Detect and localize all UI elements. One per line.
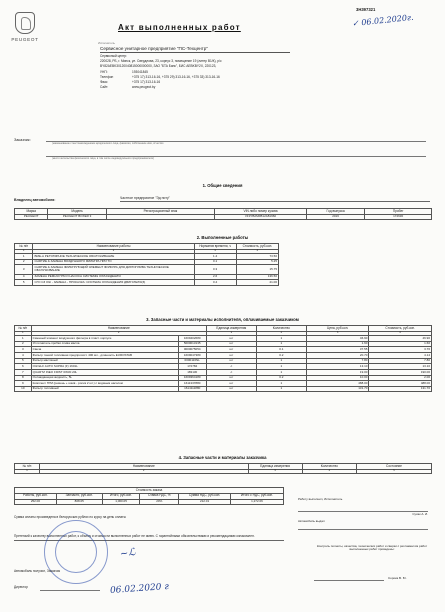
col-header: Количество [302, 464, 356, 470]
col-header: Марка [15, 209, 48, 215]
col-header: Пробег [365, 209, 432, 215]
cell: 15.75 [236, 265, 278, 274]
cell: Фильтр тонкой топливная предпрочист. 400 мл., длинность EUROSTAB [31, 353, 178, 359]
cell: 3.76 [369, 347, 432, 353]
cell: 6 [15, 364, 32, 370]
cell: 4 [15, 353, 32, 359]
logo-wordmark: PEUGEOT [11, 37, 39, 42]
cell: 1 [256, 358, 306, 364]
director-row [14, 570, 284, 574]
col-header: Регистрационный знак [106, 209, 214, 215]
cell: VF3YB2MFB12A81960 [215, 214, 307, 220]
cell: 13.10 [369, 364, 432, 370]
col-header: № п/п [15, 326, 32, 332]
cell: 1614111880 [178, 386, 206, 392]
cell: 2016 [306, 214, 364, 220]
col-header: Стоимость, руб.коп. [236, 244, 278, 250]
totals-table [14, 487, 284, 505]
cell: СГО СЗ ОЖ - ЗАМЕНА - ПРОКАЧКА: СИСТЕМА ОХЛАЖДЕНИЯ ДВИГАТЕЛЯ(З) [33, 280, 194, 286]
col-header: Состояние [356, 464, 431, 470]
issued-label: Автомобиль выдал [298, 518, 325, 523]
index-cell: 1 [15, 469, 40, 473]
table-index-row [15, 469, 432, 473]
col-header: Модель [48, 209, 106, 215]
cell: 19.00 [306, 369, 369, 375]
col-header: Количество [256, 326, 306, 332]
index-cell: 5 [356, 469, 431, 473]
director-label: Директор [14, 585, 28, 589]
cell: 1.60 [369, 341, 432, 347]
table-row [15, 386, 432, 392]
cell: 5 [15, 280, 33, 286]
signature-line [298, 511, 428, 512]
cell: 3 [15, 265, 33, 274]
executor-label: Исполнитель [98, 41, 115, 45]
cell: 0.2 [256, 375, 306, 381]
handed-name: Сухак А. И. [412, 512, 428, 517]
executor-sig-label: Работу выполнил, Исполнитель [298, 497, 343, 501]
cell: 183130 [178, 369, 206, 375]
col-header: Год выпуска [306, 209, 364, 215]
cell: шт [206, 381, 256, 387]
cell: 1 [15, 336, 32, 342]
cell: 1,272.06 [230, 499, 283, 505]
index-cell: 6 [369, 331, 432, 335]
col-header: Норматив времени, ч [194, 244, 236, 250]
col-header: Единица измерения [248, 464, 302, 470]
cell: шт [206, 358, 256, 364]
works-table [14, 243, 279, 286]
cell: ОЖ ELF AUTO SUPRA (fr) 1601L [31, 364, 178, 370]
executor-signature-block [298, 498, 428, 530]
col-header: VIN либо номер кузова [215, 209, 307, 215]
customer-label: Заказчик: [14, 138, 31, 142]
vehicle-table [14, 208, 432, 220]
executor-service-line: Сервисный центр: [100, 53, 128, 58]
executor-fax-row: Факс: +375 17) 313-16-16 [100, 80, 161, 85]
cell: 190.00 [369, 369, 432, 375]
col-header: Работы, руб.коп. [15, 493, 57, 499]
document-title: Акт выполненных работ [118, 23, 241, 32]
executor-bank-line: BY82AEBK30120040815000000000, ЗАО "БТА Банк", БИС AEBKBY2X, 220123, [100, 64, 217, 69]
cell: 0000075054 [178, 347, 206, 353]
section-1-title: 1. Общие сведения [202, 183, 243, 188]
cell: 0.1 [194, 259, 236, 265]
cell: 172630 [365, 214, 432, 220]
cell: 13.10 [306, 364, 369, 370]
document-number: 3Н397321 [356, 7, 376, 12]
cell: 1 [15, 254, 33, 260]
cell: 2.6 [194, 274, 236, 280]
handwritten-customer-date: 06.02.2020 г [109, 581, 170, 597]
col-header: Наименование [31, 326, 206, 332]
cell: 7.80 [306, 358, 369, 364]
cell: ЗАМЕНА РЕМНЯ ГРМ И НАСОСА СИСТЕМЫ ОХЛАЖДЕНИЯ [33, 274, 194, 280]
index-cell: 1 [15, 249, 33, 253]
cell: 131.70 [306, 386, 369, 392]
cell: 2 [15, 341, 32, 347]
cell: 9 [15, 381, 32, 387]
cell: 172784 [178, 364, 206, 370]
inspector-signature-line [314, 580, 384, 581]
col-header: Итого с НДС, руб.коп. [230, 493, 283, 499]
index-cell: 5 [306, 331, 369, 335]
table-row [15, 280, 279, 286]
cell: 37.55 [306, 347, 369, 353]
cell: 46.90 [306, 336, 369, 342]
cell: 5000013135 [178, 341, 206, 347]
cell: PEUGEOT [15, 214, 48, 220]
cell: 10.00 [306, 375, 369, 381]
parts-table-body [15, 336, 432, 392]
cell: шт [206, 341, 256, 347]
cell: шт [206, 336, 256, 342]
cell: 1609047380 [178, 353, 206, 359]
section-2-title: 2. Выполненные работы [196, 235, 249, 240]
cell: шт [206, 347, 256, 353]
cell [106, 214, 214, 220]
cell: 2.00 [369, 375, 432, 381]
index-cell: 3 [248, 469, 302, 473]
cell: 3 [15, 347, 32, 353]
cell: 21.00 [236, 280, 278, 286]
cell: 131.70 [369, 386, 432, 392]
cell: Сменный элемент воздушного фильтра в пласт. корпусе [31, 336, 178, 342]
section-4-title: 4. Запасные части и материалы заказчика [178, 455, 267, 460]
cell: 1 [256, 386, 306, 392]
cell: 10 [15, 386, 32, 392]
table-row [15, 214, 432, 220]
cell: Охлаждающая жидкость, 5L [31, 375, 178, 381]
col-header: Ставка НДС, % [140, 493, 179, 499]
index-cell: 1 [15, 331, 32, 335]
cell: 0.3 [194, 265, 236, 274]
executor-unp-row: УНП: 193041845 [100, 69, 148, 74]
cell: 20.70 [306, 353, 369, 359]
cell: 20% [140, 499, 179, 505]
col-header: Наименование [40, 464, 249, 470]
customer-signature: ~ℒ [119, 546, 137, 561]
cell: 1 [256, 369, 306, 375]
index-cell: 2 [40, 469, 249, 473]
lion-emblem-icon [15, 12, 35, 34]
cell: СНЯТИЕ & ЗАМЕНА ВОЗДУШНОГО ФИЛЬТРА ПРИ ТО [33, 259, 194, 265]
company-stamp [44, 520, 108, 584]
cell: 1.60 [306, 341, 369, 347]
col-header: Наименование работы [33, 244, 194, 250]
director-signature-line [40, 590, 100, 591]
cell: Свеча [31, 347, 178, 353]
cell: 8 [15, 375, 32, 381]
section-3-title: 3. Запасные части и материалы исполнителя, оплачиваемые заказчиком [146, 317, 299, 322]
works-table-body [15, 254, 279, 286]
cell: 1609402680 [178, 336, 206, 342]
col-header: Сумма НДС, руб.коп. [179, 493, 231, 499]
cell: 488.00 [306, 381, 369, 387]
cell: 5 [15, 358, 32, 364]
cell: 1611337880 [178, 381, 206, 387]
table-row [15, 265, 279, 274]
executor-name: Сервисное унитарное предприятие "ПС-Техцентр" [100, 46, 290, 53]
cell: 4 [15, 274, 33, 280]
col-header: Итого, руб.коп. [102, 493, 140, 499]
col-header: № п/п [15, 464, 40, 470]
index-cell: 4 [256, 331, 306, 335]
cell: л [206, 369, 256, 375]
cell: Фильтр топливный [31, 386, 178, 392]
cell: шт [206, 353, 256, 359]
index-cell: 2 [31, 331, 206, 335]
index-cell: 4 [302, 469, 356, 473]
payment-note: Сумма оплаты произведена в белорусских рублях по курсу на день оплаты [14, 515, 126, 519]
customer-parts-table [14, 463, 432, 474]
cell: 0000116NL [178, 358, 206, 364]
executor-block [100, 46, 340, 90]
cell: 0.2 [256, 353, 306, 359]
owner-label: Владелец автомобиля: [14, 198, 56, 202]
executor-site-row: Сайт: www.peugeot.by [100, 85, 156, 90]
cell: 212.01 [179, 499, 231, 505]
signature-line [298, 529, 428, 530]
cell: 1 [256, 364, 306, 370]
executor-phone-row: Телефон +375 17) 313-16-16, +375 29) 313-16-16, +375 33) 313-16-16 [100, 74, 220, 79]
cell: Фильтр масляный [31, 358, 178, 364]
cell: л [206, 364, 256, 370]
inspector-name: Сорока В. Ю. [388, 576, 407, 580]
totals-group-header: Стоимость заказа [15, 488, 284, 494]
col-header: № п/п [15, 244, 33, 250]
table-row [15, 499, 284, 505]
cell: PEUGEOT BOXER 3 [48, 214, 106, 220]
col-header: Единица измерения [206, 326, 256, 332]
cell: 0.4 [194, 280, 236, 286]
cell: 7.80 [369, 358, 432, 364]
col-header: Стоимость, руб.коп. [369, 326, 432, 332]
cell: 5.25 [236, 259, 278, 265]
cell: шт [206, 386, 256, 392]
warning-text: Претензий к качеству выполненных работ, к объему и стоимости выполненных работ не имею. С гарантийными обязательствами и рекомендациями ознакомлен. [14, 535, 284, 541]
cell: 1 [256, 381, 306, 387]
parts-table [14, 325, 432, 392]
cell: 1 [256, 341, 306, 347]
cell: 4.14 [369, 353, 432, 359]
cell: 488.00 [369, 381, 432, 387]
customer-sig-label: Автомобиль получил, Заказчик [14, 569, 60, 573]
cell: 1.4 [194, 254, 236, 260]
cell: СНЯТИЕ & ЗАМЕНА ФИЛЬТРУЮЩИЙ ЭЛЕМЕНТ ФИЛЬТРА ДЛЯ ДИЗТОПЛИВА ТЕХНИЧЕСКОЕ ОБСЛУЖИВАНИЕ [33, 265, 194, 274]
index-cell: 3 [194, 249, 236, 253]
cell: 2 [15, 259, 33, 265]
cell: 73.50 [236, 254, 278, 260]
cell: 1609364180 [178, 375, 206, 381]
cell: шт [206, 375, 256, 381]
cell: 136.50 [236, 274, 278, 280]
index-cell: 4 [236, 249, 278, 253]
index-cell: 3 [206, 331, 256, 335]
index-cell: 2 [33, 249, 194, 253]
cell: 252.00 [15, 499, 57, 505]
peugeot-logo [8, 12, 42, 42]
col-header: Запчасти, руб.коп. [56, 493, 102, 499]
cell: 808.05 [56, 499, 102, 505]
cell: 7 [15, 369, 32, 375]
cell: 46.90 [369, 336, 432, 342]
control-note: Контроль полноты, качества, технических работ и сверки с регламентом работ выполненных работ проведены: [316, 544, 428, 552]
cell: ВМЕ-А РЕГУЛЯРНОЕ ТЕХНИЧЕСКОЕ ОБСЛУЖИВАНИЕ [33, 254, 194, 260]
cell: 1,060.05 [102, 499, 140, 505]
cell: Комплект ГРМ (ремень + шкив - ролик 2 шт.) с водяным насосом [31, 381, 178, 387]
customer-note-2: (место жительства физического лица, в том числе индивидуального предпринимателя) [52, 157, 154, 160]
col-header: Цена, руб.коп. [306, 326, 369, 332]
handwritten-date: ✓ 06.02.2020г. [351, 12, 414, 29]
owner-value: Частное предприятие "Эд питу" [120, 197, 430, 202]
cell: 1 [256, 336, 306, 342]
cell: Уплотнитель пробки слива масла [31, 341, 178, 347]
cell: 0.1 [256, 347, 306, 353]
cell: QUARTZ INEO FIRST 0W30 20L [31, 369, 178, 375]
customer-note-1: (наименование с местонахождением юридического лица, фамилия, собственное имя, отчество [52, 142, 164, 145]
executor-address-line: 220028, РБ, г. Минск, ул. Свердлова, 23, корпус 3, помещение 19 (литер В1/К), р/с [100, 59, 222, 64]
